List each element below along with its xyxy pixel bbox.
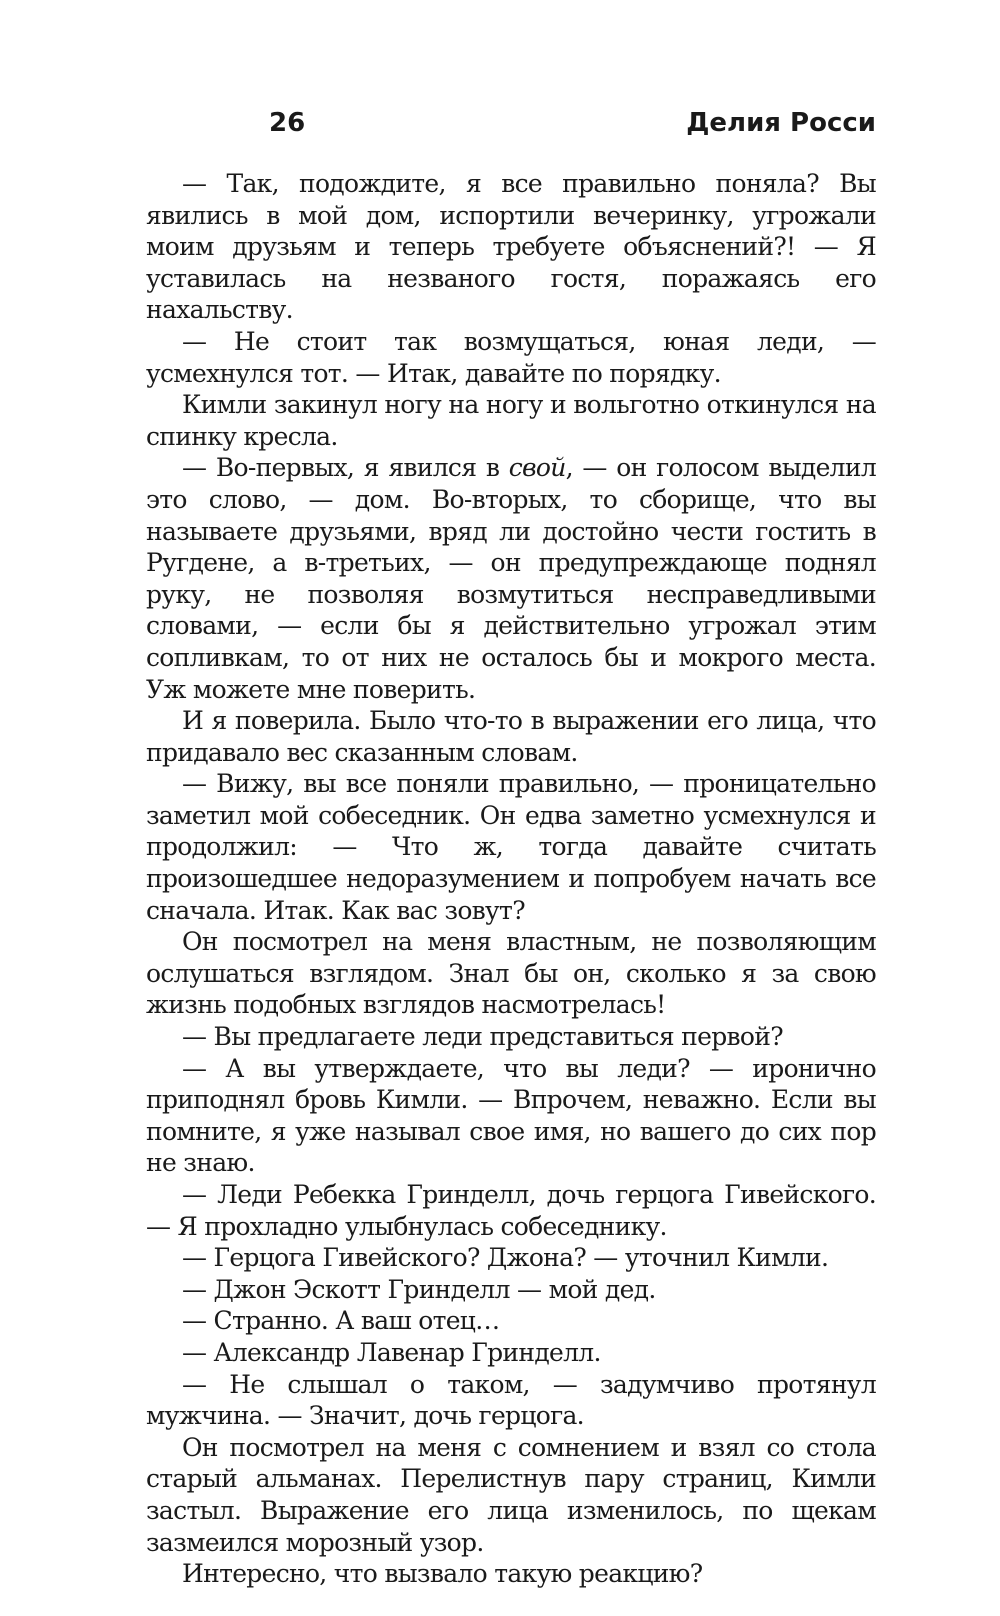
paragraph: Он посмотрел на меня с сомнением и взял со стола старый альманах. Перелистнув пару страниц, Кимли застыл. Выражение его лица изменилось, по щекам зазмеился морозный узор. — [146, 1432, 876, 1557]
emphasized-word: свой — [508, 453, 566, 483]
paragraph: — Александр Лавенар Гринделл. — [182, 1337, 601, 1367]
paragraph: — Джон Эскотт Гринделл — мой дед. — [182, 1274, 656, 1304]
paragraph: И я поверила. Было что-то в выражении его лица, что придавало вес сказанным словам. — [146, 706, 876, 767]
page-number: 26 — [269, 108, 306, 138]
paragraph: — Странно. А ваш отец… — [182, 1306, 500, 1336]
paragraph-text: — Во-первых, я явился в — [182, 453, 509, 483]
paragraph: — Не стоит так возмущаться, юная леди, — усмехнулся тот. — Итак, давайте по порядку. — [146, 326, 876, 388]
paragraph: — А вы утверждаете, что вы леди? — иронично приподнял бровь Кимли. — Впрочем, неважно. Если вы помните, я уже называл свое имя, но вашего до сих пор не знаю. — [146, 1053, 876, 1178]
paragraph: — Леди Ребекка Гринделл, дочь герцога Гивейского. — Я прохладно улыбнулась собеседнику. — [146, 1180, 876, 1241]
paragraph: — Вижу, вы все поняли правильно, — проницательно заметил мой собеседник. Он едва заметно усмехнулся и продолжил: — Что ж, тогда давайте считать произошедшее недоразумением и попробуем начать все сначала. Итак. Как вас зовут? — [146, 769, 876, 925]
paragraph: — Не слышал о таком, — задумчиво протянул мужчина. — Значит, дочь герцога. — [146, 1369, 876, 1431]
paragraph: — Так, подождите, я все правильно поняла? Вы явились в мой дом, испортили вечеринку, угрожали моим друзьям и теперь требуете объяснений?! — Я уставилась на незваного гостя, поражаясь его нахальству. — [146, 169, 876, 325]
paragraph: Кимли закинул ногу на ногу и вольготно откинулся на спинку кресла. — [146, 390, 876, 451]
paragraph-text: , — он голосом выделил это слово, — дом. Во-вторых, то сборище, что вы называете друзьями, вряд ли достойно чести гостить в Ругдене, а в-третьих, — он предупреждающе поднял руку, не позволяя возмутиться несправедливыми словами, — если бы я действительно угрожал этим сопливкам, то от них не осталось бы и мокрого места. Уж можете мне поверить. — [146, 453, 877, 704]
running-title: Делия Росси — [686, 108, 876, 138]
paragraph: — Герцога Гивейского? Джона? — уточнил Кимли. — [182, 1243, 829, 1273]
body-text — [146, 168, 876, 1590]
page-header — [146, 108, 876, 148]
paragraph: Он посмотрел на меня властным, не позволяющим ослушаться взглядом. Знал бы он, сколько я за свою жизнь подобных взглядов насмотрелась! — [146, 927, 876, 1020]
paragraph — [146, 452, 876, 705]
paragraph: Интересно, что вызвало такую реакцию? — [182, 1559, 703, 1589]
paragraph: — Вы предлагаете леди представиться первой? — [182, 1022, 783, 1052]
